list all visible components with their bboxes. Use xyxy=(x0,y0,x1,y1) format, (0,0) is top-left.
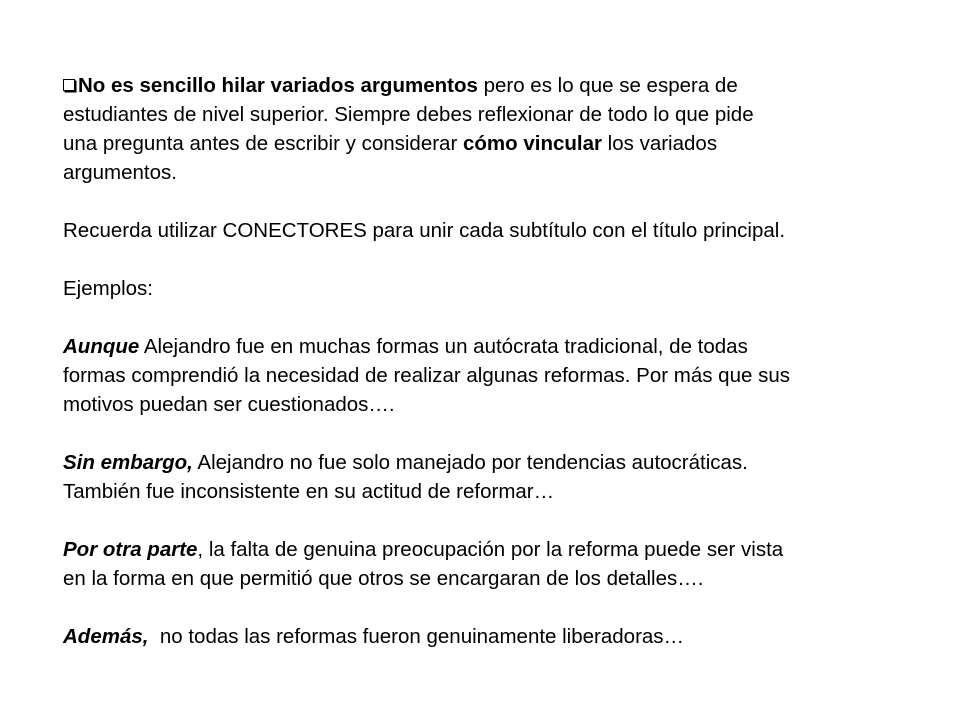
example-aunque-line-1-rest: Alejandro fue en muchas formas un autócrata tradicional, de todas xyxy=(139,335,748,358)
connector-por-otra-parte: Por otra parte xyxy=(63,538,198,561)
slide-content xyxy=(63,71,923,651)
example-aunque-line-3: motivos puedan ser cuestionados…. xyxy=(63,393,395,416)
intro-line-1 xyxy=(63,71,923,100)
intro-line-4: argumentos. xyxy=(63,161,177,184)
example-aunque-line-2: formas comprendió la necesidad de realizar algunas reformas. Por más que sus xyxy=(63,364,790,387)
intro-line-2: estudiantes de nivel superior. Siempre debes reflexionar de todo lo que pide xyxy=(63,103,754,126)
example-por-otra-parte-line-1-rest: , la falta de genuina preocupación por la reforma puede ser vista xyxy=(197,538,784,561)
example-aunque xyxy=(63,332,923,419)
square-bullet-icon xyxy=(63,79,75,91)
example-aunque-line-1 xyxy=(63,332,923,361)
example-por-otra-parte-line-2: en la forma en que permitió que otros se encargaran de los detalles…. xyxy=(63,567,704,590)
intro-paragraph xyxy=(63,71,923,187)
example-sin-embargo-line-1 xyxy=(63,448,923,477)
example-ademas-line-1-rest: no todas las reformas fueron genuinamente liberadoras… xyxy=(148,625,685,648)
example-por-otra-parte xyxy=(63,535,923,593)
connector-ademas: Además, xyxy=(63,625,149,648)
example-sin-embargo-line-2: También fue inconsistente en su actitud de reformar… xyxy=(63,480,555,503)
connectors-reminder: Recuerda utilizar CONECTORES para unir cada subtítulo con el título principal. xyxy=(63,219,786,242)
intro-bold-phrase: No es sencillo hilar variados argumentos xyxy=(78,74,478,97)
examples-heading: Ejemplos: xyxy=(63,277,154,300)
example-ademas xyxy=(63,622,923,651)
example-ademas-line-1 xyxy=(63,622,923,651)
connector-aunque: Aunque xyxy=(63,335,140,358)
intro-line-3-post: los variados xyxy=(601,132,718,155)
example-por-otra-parte-line-1 xyxy=(63,535,923,564)
example-sin-embargo-line-1-rest: Alejandro no fue solo manejado por tendencias autocráticas. xyxy=(192,451,748,474)
connector-sin-embargo: Sin embargo, xyxy=(63,451,193,474)
intro-line-3-bold: cómo vincular xyxy=(462,132,602,155)
example-sin-embargo xyxy=(63,448,923,506)
intro-line-3 xyxy=(63,129,923,158)
intro-line-1-rest: pero es lo que se espera de xyxy=(477,74,738,97)
intro-line-3-pre: una pregunta antes de escribir y considerar xyxy=(63,132,463,155)
